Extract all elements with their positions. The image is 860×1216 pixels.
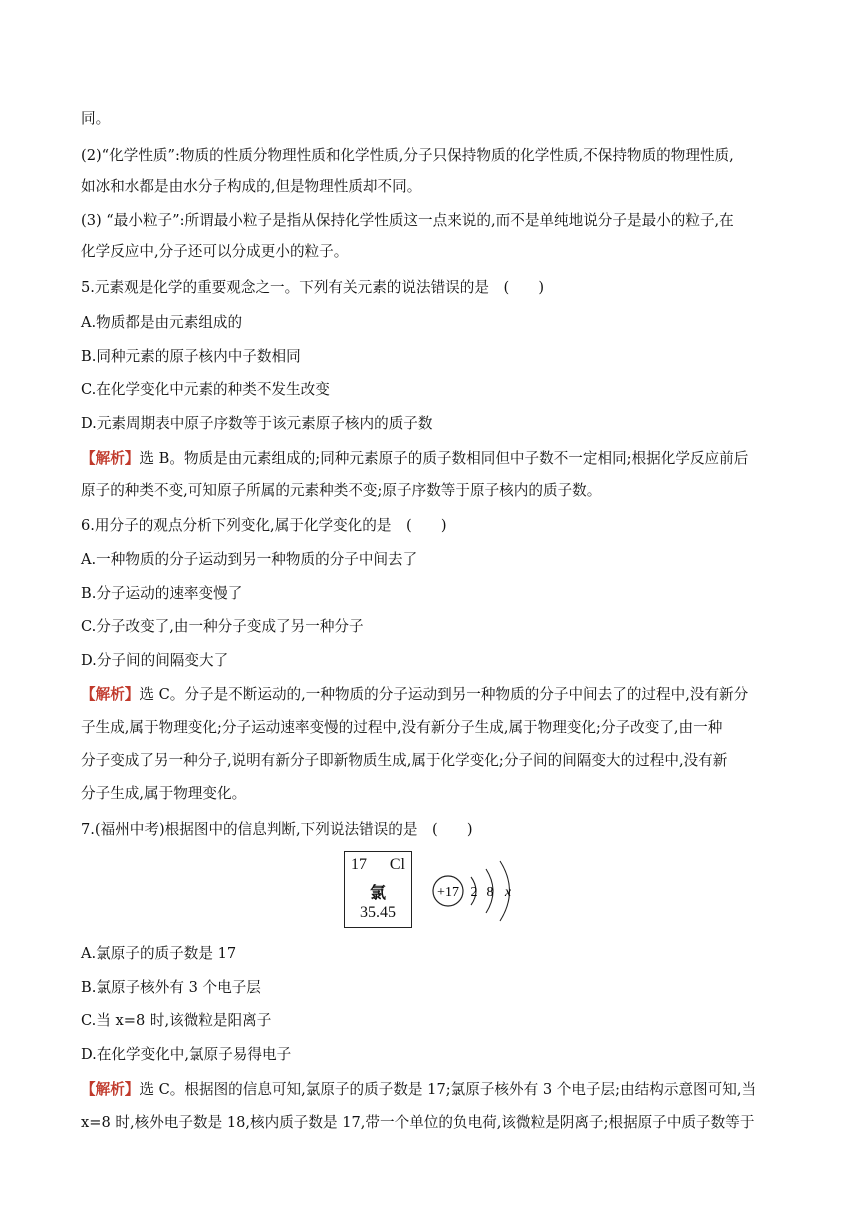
- analysis-line: 【解析】选 B。物质是由元素组成的;同种元素原子的质子数相同但中子数不一定相同;根据化学反应前后: [81, 450, 749, 467]
- nucleus-charge: +17: [437, 885, 459, 900]
- option-b: B.分子运动的速率变慢了: [81, 585, 243, 602]
- text-line: 子生成,属于物理变化;分子运动速率变慢的过程中,没有新分子生成,属于物理变化;分子改变了,由一种: [81, 719, 723, 736]
- analysis-tag: 【解析】: [81, 686, 140, 703]
- element-symbol: Cl: [389, 856, 405, 873]
- shell-3-electrons: x: [504, 885, 512, 900]
- text-line: x=8 时,核外电子数是 18,核内质子数是 17,带一个单位的负电荷,该微粒是阴离子;根据原子中质子数等于: [81, 1114, 755, 1131]
- option-d: D.在化学变化中,氯原子易得电子: [81, 1046, 292, 1063]
- option-b: B.同种元素的原子核内中子数相同: [81, 348, 301, 365]
- atomic-mass: 35.45: [360, 904, 396, 921]
- question-5-stem: 5.元素观是化学的重要观念之一。下列有关元素的说法错误的是 ( ): [81, 279, 545, 296]
- option-a: A.氯原子的质子数是 17: [81, 945, 237, 962]
- option-c: C.当 x=8 时,该微粒是阳离子: [81, 1012, 272, 1029]
- periodic-table-cell: [344, 851, 412, 928]
- option-c: C.在化学变化中元素的种类不发生改变: [81, 381, 330, 398]
- question-6-stem: 6.用分子的观点分析下列变化,属于化学变化的是 ( ): [81, 517, 447, 534]
- analysis-tag: 【解析】: [81, 450, 140, 467]
- analysis-line: 【解析】选 C。分子是不断运动的,一种物质的分子运动到另一种物质的分子中间去了的过程中,没有新分: [81, 686, 749, 703]
- atomic-number: 17: [351, 856, 367, 873]
- option-a: A.物质都是由元素组成的: [81, 314, 243, 331]
- text-line: (3) “最小粒子”:所谓最小粒子是指从保持化学性质这一点来说的,而不是单纯地说分子是最小的粒子,在: [81, 212, 734, 229]
- option-b: B.氯原子核外有 3 个电子层: [81, 979, 261, 996]
- option-d: D.分子间的间隔变大了: [81, 652, 229, 669]
- text-line: 分子生成,属于物理变化。: [81, 785, 247, 802]
- element-name: 氯: [369, 885, 386, 902]
- question-7-stem: 7.(福州中考)根据图中的信息判断,下列说法错误的是 ( ): [81, 821, 473, 838]
- option-c: C.分子改变了,由一种分子变成了另一种分子: [81, 618, 364, 635]
- text-line: 分子变成了另一种分子,说明有新分子即新物质生成,属于化学变化;分子间的间隔变大的过程中,没有新: [81, 752, 728, 769]
- option-a: A.一种物质的分子运动到另一种物质的分子中间去了: [81, 551, 418, 568]
- analysis-line: 【解析】选 C。根据图的信息可知,氯原子的质子数是 17;氯原子核外有 3 个电子层;由结构示意图可知,当: [81, 1081, 757, 1098]
- option-d: D.元素周期表中原子序数等于该元素原子核内的质子数: [81, 415, 433, 432]
- shell-1-electrons: 2: [470, 885, 478, 900]
- shell-2-electrons: 8: [486, 885, 494, 900]
- text-line: 化学反应中,分子还可以分成更小的粒子。: [81, 243, 349, 260]
- analysis-tag: 【解析】: [81, 1081, 140, 1098]
- text-line: (2)“化学性质”:物质的性质分物理性质和化学性质,分子只保持物质的化学性质,不保持物质的物理性质,: [81, 147, 734, 164]
- text-line: 如冰和水都是由水分子构成的,但是物理性质却不同。: [81, 178, 422, 195]
- atom-structure-diagram: [427, 853, 527, 929]
- text-line: 同。: [81, 110, 111, 127]
- text-line: 原子的种类不变,可知原子所属的元素种类不变;原子序数等于原子核内的质子数。: [81, 482, 602, 499]
